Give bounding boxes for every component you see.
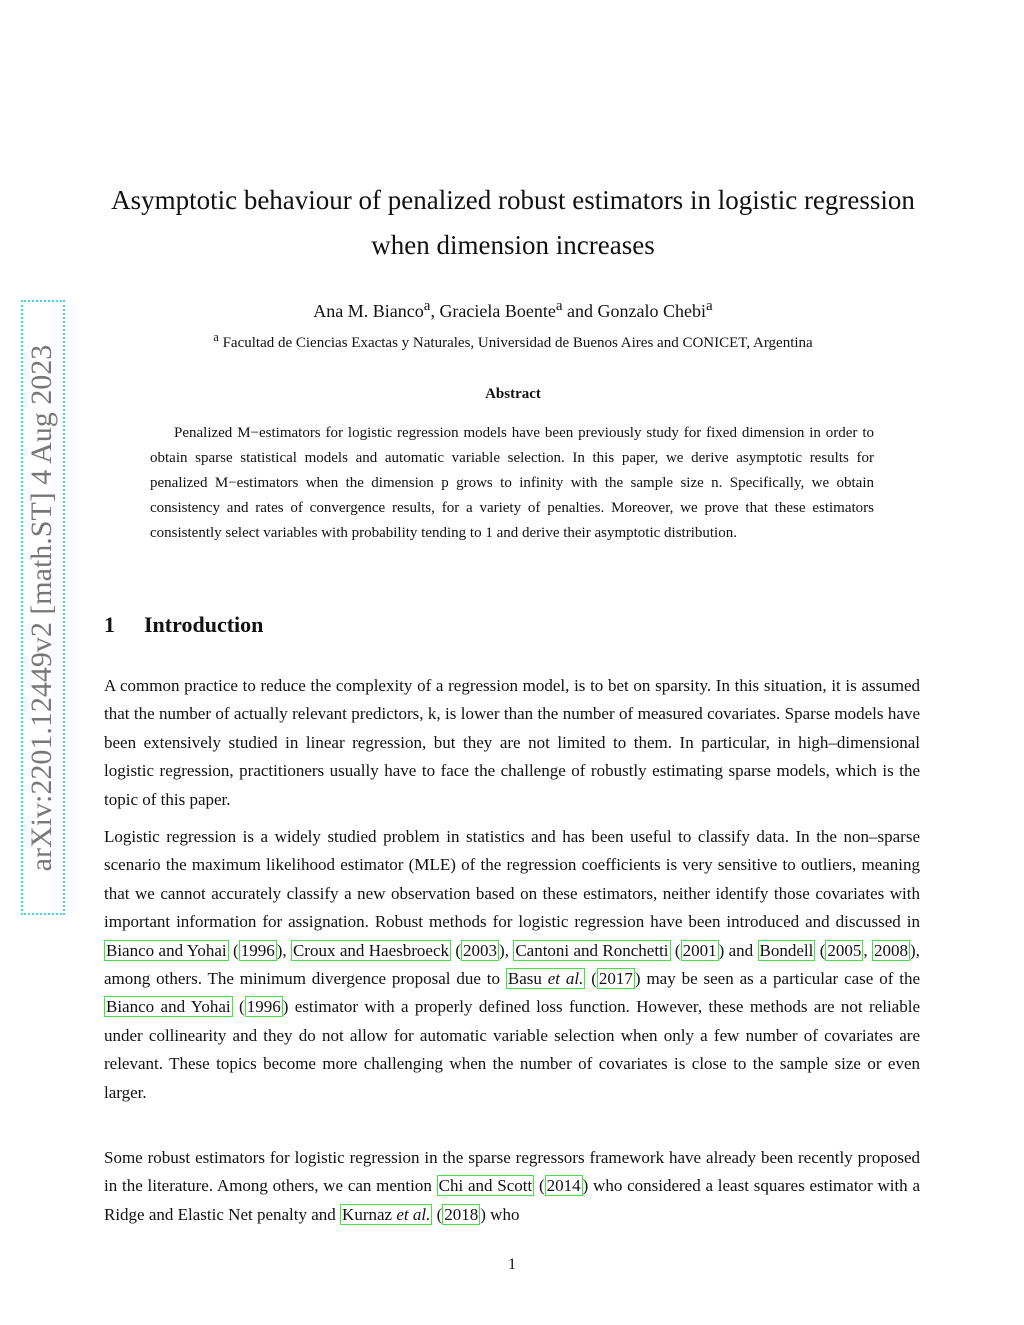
body-paragraph	[104, 823, 920, 1107]
paragraph-text: (	[228, 940, 239, 960]
citation-link[interactable]: Bianco and Yohai	[106, 997, 231, 1017]
arxiv-identifier[interactable]: arXiv:2201.12449v2 [math.ST] 4 Aug 2023	[25, 344, 58, 872]
paragraph-text: ) who	[480, 1204, 520, 1224]
citation-year-link[interactable]: 1996	[246, 997, 281, 1017]
citation-etal: et al.	[396, 1204, 431, 1224]
citation-year-link[interactable]: 2008	[874, 940, 909, 960]
paragraph-text: ) and	[718, 940, 758, 960]
section-title: Introduction	[144, 612, 264, 637]
author-name: Graciela Boente	[439, 301, 556, 321]
body-paragraph: A common practice to reduce the complexity of a regression model, is to bet on sparsity. In this situation, it is assumed that the number of actually relevant predictors, k, is lower than the number of measured covariates. Sparse models have been extensively studied in linear regression, but they are not limited to them. In particular, in high–dimensional logistic regression, practitioners usually have to face the challenge of robustly estimating sparse models, which is the topic of this paper.	[104, 676, 920, 809]
section-heading	[104, 612, 263, 638]
citation-link[interactable]: Bianco and Yohai	[106, 940, 227, 960]
author-separator: ,	[430, 301, 440, 321]
citation-link[interactable]: Croux and Haesbroeck	[292, 940, 449, 960]
author-list	[110, 298, 916, 322]
citation-etal: et al.	[547, 969, 584, 989]
paragraph-text: (	[451, 940, 462, 960]
paper-title: Asymptotic behaviour of penalized robust estimators in logistic regression when dimension increases	[111, 185, 915, 260]
author-affil-mark: a	[555, 298, 563, 314]
author-affil-mark: a	[423, 298, 431, 314]
paragraph-text: ), among others. The minimum divergence proposal due to	[104, 940, 920, 989]
abstract-heading: Abstract	[485, 386, 541, 402]
citation-link[interactable]: Cantoni and Ronchetti	[515, 940, 669, 960]
affiliation	[110, 330, 916, 352]
citation-link[interactable]: Chi and Scott	[438, 1176, 533, 1196]
citation-year-link[interactable]: 2001	[682, 940, 717, 960]
author-name: Gonzalo Chebi	[597, 301, 707, 321]
paragraph-text: (	[815, 940, 826, 960]
author-name: Ana M. Bianco	[313, 301, 424, 321]
affiliation-text: Facultad de Ciencias Exactas y Naturales, Universidad de Buenos Aires and CONICET, Argentina	[222, 335, 813, 351]
author-separator: and	[562, 301, 598, 321]
affiliation-mark: a	[213, 330, 219, 344]
citation-year-link[interactable]: 2005	[827, 940, 862, 960]
paragraph-text: (	[585, 969, 597, 989]
paragraph-text: Logistic regression is a widely studied problem in statistics and has been useful to classify data. In the non–sparse scenario the maximum likelihood estimator (MLE) of the regression coefficients is very sensitive to outliers, meaning that we cannot accurately classify a new observation based on these estimators, neither identify those covariates with important information for assignation. Robust methods for logistic regression have been introduced and discussed in	[104, 827, 920, 932]
paragraph-text: ) estimator with a properly defined loss function. However, these methods are not reliable under collinearity and they do not allow for automatic variable selection when only a few number of covariates are relevant. These topics become more challenging when the number of covariates is close to the sample size or even larger.	[104, 997, 920, 1102]
paragraph-text: (	[670, 940, 681, 960]
paragraph-text: ),	[276, 940, 291, 960]
citation-year-link[interactable]: 2017	[598, 969, 633, 989]
abstract-text: Penalized M−estimators for logistic regression models have been previously study for fixed dimension in order to obtain sparse statistical models and automatic variable selection. In this paper, we derive asymptotic results for penalized M−estimators when the dimension p grows to infinity with the sample size n. Specifically, we obtain consistency and rates of convergence results, for a variety of penalties. Moreover, we prove that these estimators consistently select variables with probability tending to 1 and derive their asymptotic distribution.	[150, 425, 874, 541]
citation-link[interactable]	[340, 1204, 432, 1225]
citation-year-link[interactable]: 1996	[240, 940, 275, 960]
paragraph-text: ),	[499, 940, 514, 960]
citation-author: Basu	[507, 969, 548, 989]
paragraph-text: Some robust estimators for logistic regression in the sparse regressors framework have already been recently proposed in the literature. Among others, we can mention	[104, 1148, 920, 1196]
paragraph-text: ,	[863, 940, 873, 960]
paragraph-text: (	[232, 997, 245, 1017]
paragraph-text: ) may be seen as a particular case of the	[634, 969, 920, 989]
body-paragraph	[104, 1144, 920, 1229]
section-number: 1	[104, 612, 115, 637]
citation-year-link[interactable]: 2014	[546, 1176, 581, 1196]
citation-link[interactable]	[506, 968, 586, 989]
author-affil-mark: a	[706, 298, 713, 314]
paragraph-text: (	[432, 1204, 443, 1224]
citation-link[interactable]: Bondell	[759, 940, 814, 960]
paragraph-text: ) who considered a least squares estimator with a Ridge and Elastic Net penalty and	[104, 1176, 920, 1224]
citation-year-link[interactable]: 2018	[444, 1204, 479, 1224]
page-number: 1	[508, 1256, 516, 1273]
citation-year-link[interactable]: 2003	[463, 940, 498, 960]
paragraph-text: (	[534, 1176, 545, 1196]
citation-author: Kurnaz	[342, 1204, 397, 1224]
